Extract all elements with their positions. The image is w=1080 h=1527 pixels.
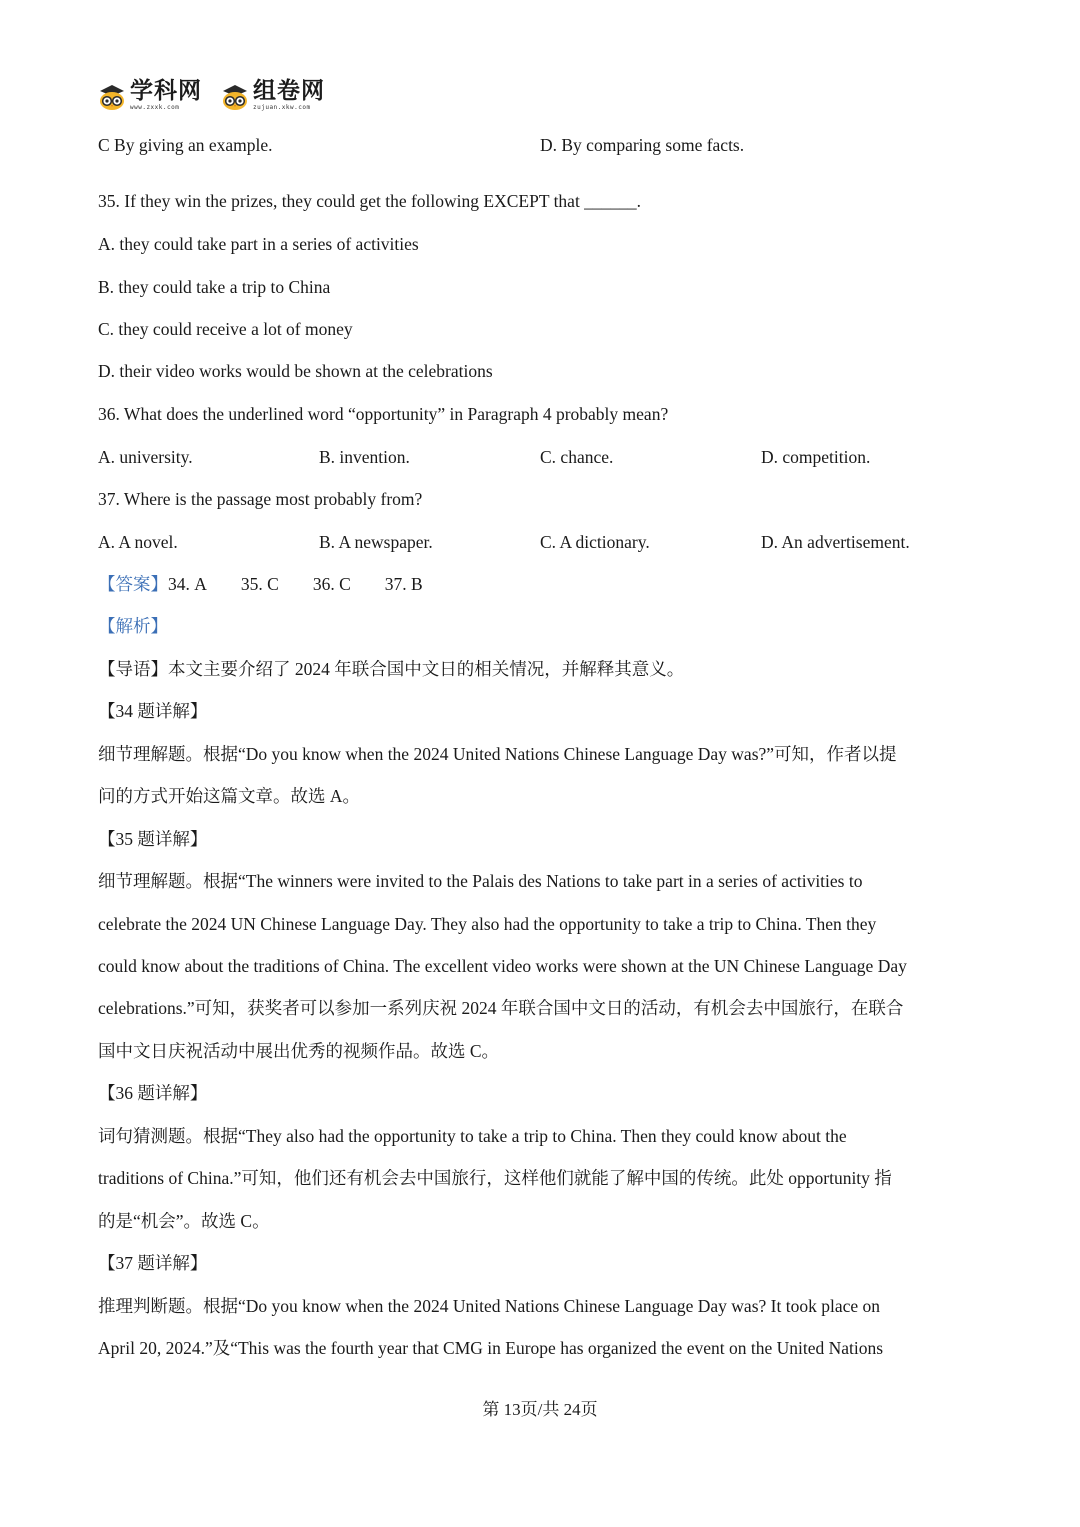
- answer-item: 37. B: [384, 574, 423, 594]
- logo-zxxk-title: 学科网: [130, 78, 202, 104]
- q36-option-d: D. competition.: [761, 447, 871, 467]
- d34-title: 【34 题详解】: [98, 701, 208, 721]
- q35-option-a: A. they could take part in a series of activities: [98, 234, 419, 254]
- d34-line: 细节理解题。根据“Do you know when the 2024 United Nations Chinese Language Day was?”可知，作者以提: [98, 744, 897, 764]
- q37-option-a: A. A novel.: [98, 532, 178, 552]
- d35-line: could know about the traditions of China. The excellent video works were shown at the UN Chinese Language Day: [98, 956, 907, 976]
- q37-option-d: D. An advertisement.: [761, 532, 910, 552]
- answer-item: 35. C: [240, 574, 279, 594]
- logo-zujuan[interactable]: [220, 80, 325, 111]
- d36-line: traditions of China.”可知，他们还有机会去中国旅行，这样他们就能了解中国的传统。此处 opportunity 指: [98, 1168, 892, 1188]
- q35-option-b: B. they could take a trip to China: [98, 277, 331, 297]
- q36-option-a: A. university.: [98, 447, 193, 467]
- analysis-label: 【解析】: [98, 616, 168, 636]
- answer-item: 34. A: [168, 574, 207, 594]
- d35-line: celebrations.”可知，获奖者可以参加一系列庆祝 2024 年联合国中文日的活动，有机会去中国旅行，在联合: [98, 998, 904, 1018]
- page-number: 第 13页/共 24页: [482, 1400, 598, 1419]
- d36-line: 的是“机会”。故选 C。: [98, 1211, 270, 1231]
- q37-option-c: C. A dictionary.: [540, 532, 650, 552]
- d37-line: 推理判断题。根据“Do you know when the 2024 United Nations Chinese Language Day was? It took place on: [98, 1296, 880, 1316]
- owl-icon: [97, 81, 127, 111]
- q36-option-b: B. invention.: [319, 447, 410, 467]
- q37-stem: 37. Where is the passage most probably from?: [98, 489, 423, 509]
- q35-option-d: D. their video works would be shown at the celebrations: [98, 361, 493, 381]
- d37-title: 【37 题详解】: [98, 1253, 208, 1273]
- owl-icon: [220, 81, 250, 111]
- q37-option-b: B. A newspaper.: [319, 532, 433, 552]
- answer-item: 36. C: [312, 574, 351, 594]
- d36-title: 【36 题详解】: [98, 1083, 208, 1103]
- logo-zxxk-url: www.zxxk.com: [130, 104, 180, 111]
- q34-option-d: D. By comparing some facts.: [540, 135, 745, 155]
- d35-line: celebrate the 2024 UN Chinese Language Day. They also had the opportunity to take a trip to China. Then they: [98, 914, 877, 934]
- q34-option-c: C By giving an example.: [98, 135, 273, 155]
- d35-title: 【35 题详解】: [98, 829, 208, 849]
- guide-text: 【导语】本文主要介绍了 2024 年联合国中文日的相关情况，并解释其意义。: [98, 659, 685, 679]
- logo-zujuan-url: zujuan.xkw.com: [253, 104, 311, 111]
- d35-line: 国中文日庆祝活动中展出优秀的视频作品。故选 C。: [98, 1041, 500, 1061]
- logo-zxxk[interactable]: [97, 80, 202, 111]
- logo-zujuan-title: 组卷网: [253, 78, 325, 104]
- q35-option-c: C. they could receive a lot of money: [98, 319, 353, 339]
- q36-option-c: C. chance.: [540, 447, 614, 467]
- header-logos: [97, 80, 325, 111]
- d37-line: April 20, 2024.”及“This was the fourth year that CMG in Europe has organized the event on the United Nations: [98, 1338, 884, 1358]
- d35-line: 细节理解题。根据“The winners were invited to the Palais des Nations to take part in a series of activities to: [98, 871, 863, 891]
- q36-stem: 36. What does the underlined word “opportunity” in Paragraph 4 probably mean?: [98, 404, 669, 424]
- d36-line: 词句猜测题。根据“They also had the opportunity to take a trip to China. Then they could know about the: [98, 1126, 847, 1146]
- d34-line: 问的方式开始这篇文章。故选 A。: [98, 786, 361, 806]
- answer-label: 【答案】: [98, 574, 168, 594]
- q35-stem: 35. If they win the prizes, they could get the following EXCEPT that ______.: [98, 191, 642, 211]
- answer-line: [98, 576, 423, 594]
